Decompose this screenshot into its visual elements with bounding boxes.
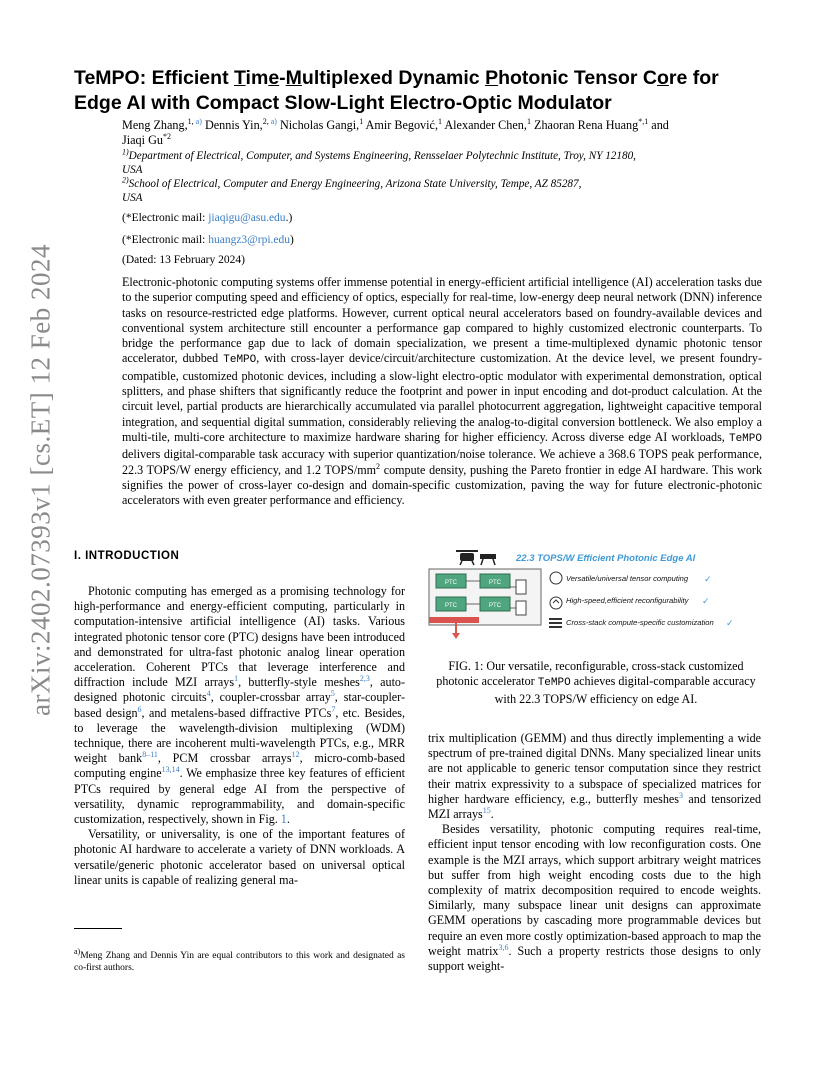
citation-link[interactable]: 3,6	[498, 942, 509, 952]
footnote-link[interactable]: a)	[193, 116, 202, 126]
feature-3: Cross-stack compute-specific customization	[566, 618, 714, 627]
paragraph: Besides versatility, photonic computing requires real-time, efficient input tensor encoding with low reconfiguration costs. One example is the MZI arrays, which support arbitrary weight matrices but suffer from high weight encoding costs due to the high complexity of matrix decomposition required to encode weights. Similarly, many subspace linear unit designs can approximate GEMM operations by cascading more programmable devices but require an even more costly optimization-based approach to map the weight matrix$^{3,6}$. Such a property restricts those designs to only support weight-	[428, 822, 761, 974]
citation-link[interactable]: 5	[330, 689, 335, 699]
figure-caption: FIG. 1: Our versatile, reconfigurable, cross-stack customized photonic accelerator TeMPO achieves digital-comparable accuracy with 22.3 TOPS/W efficiency on edge AI.	[436, 659, 756, 706]
email-line-1: (*Electronic mail: jiaqigu@asu.edu.)	[122, 212, 293, 224]
citation-link[interactable]: 7	[331, 704, 336, 714]
input-bus	[429, 617, 479, 623]
section-heading: I. INTRODUCTION	[74, 550, 180, 562]
title-line-2: Edge AI with Compact Slow-Light Electro-Optic Modulator	[74, 92, 612, 114]
citation-link[interactable]: 4	[206, 689, 211, 699]
ptc-label: PTC	[489, 603, 501, 609]
paragraph: Photonic computing has emerged as a promising technology for high-performance and energy-efficient computing, particularly in computation-intensive artificial intelligence (AI) tasks. Various integrated photonic tensor core (PTC) designs have been introduced and demonstrated for ultra-fast photonic analog linear operation acceleration. Coherent PTCs that leverage interference and diffraction include MZI arrays$^1$, butterfly-style meshes$^{2,3}$, auto-designed photonic circuits$^4$, coupler-crossbar array$^5$, star-coupler-based design$^6$, and metalens-based diffractive PTCs$^7$, etc. Besides, to leverage the wavelength-division multiplexing (WDM) technique, there are incoherent multi-wavelength PTCs, e.g., MRR weight bank$^{8-11}$, PCM crossbar arrays$^{12}$, micro-comb-based computing engine$^{13,14}$. We emphasize three key features of efficient PTCs required by general edge AI from the perspective of versatility, dynamic reprogrammability, and domain-specific customization, respectively, shown in Fig. 1.	[74, 584, 406, 827]
figure-1-diagram	[428, 545, 761, 647]
versatile-icon	[550, 572, 562, 584]
arxiv-identifier: arXiv:2402.07393v1 [cs.ET] 12 Feb 2024	[25, 244, 56, 716]
figure-link[interactable]: 1	[280, 812, 287, 827]
citation-link[interactable]: 12	[291, 750, 300, 760]
ptc-label: PTC	[489, 580, 501, 586]
email-line-2: (*Electronic mail: huangz3@rpi.edu)	[122, 234, 294, 246]
robot-icon	[480, 554, 496, 565]
figure-header: 22.3 TOPS/W Efficient Photonic Edge AI	[516, 553, 696, 564]
paragraph: Versatility, or universality, is one of the important features of photonic AI hardware to accelerate a variety of DNN workloads. A versatile/generic photonic accelerator based on universal optical linear units is capable of realizing general ma-	[74, 827, 405, 887]
abstract: Electronic-photonic computing systems offer immense potential in energy-efficient artificial intelligence (AI) acceleration tasks due to the superior computing speed and efficiency of optics, especially for real-time, low-energy deep neural network (DNN) inference tasks on resource-restricted edge platforms. However, current optical neural accelerators based on foundry-available devices and conventional system architecture still encounter a performance gap compared to highly customized electronic counterparts. To bridge the performance gap due to lack of domain specialization, we present a time-multiplexed dynamic photonic tensor accelerator, dubbed TeMPO, with cross-layer device/circuit/architecture customization. At the device level, we present foundry-compatible, customized photonic devices, including a slow-light electro-optic modulator with experimental demonstration, optical splitters, and phase shifters that significantly reduce the footprint and power in input encoding and dot-product calculation. At the circuit level, partial products are hierarchically accumulated via parallel photocurrent aggregation, lightweight capacitive temporal integration, and sequential digital summation, considerably relieving the analog-to-digital conversion bottleneck. We also employ a multi-tile, multi-core architecture to maximize hardware sharing for higher efficiency. Across diverse edge AI workloads, TeMPO delivers digital-comparable task accuracy with superior quantization/noise tolerance. We achieve a 368.6 TOPS peak performance, 22.3 TOPS/W energy efficiency, and 1.2 TOPS/$mm^2$ compute density, pushing the Pareto frontier in edge AI hardware. This work signifies the power of cross-layer co-design and domain-specific customization, paving the way for future electronic-photonic accelerators with even greater performance and efficiency.	[122, 275, 762, 508]
check-icon: ✓	[702, 597, 710, 607]
adc-block	[516, 601, 526, 615]
citation-link[interactable]: 8–11	[142, 750, 158, 760]
footnote-link[interactable]: a)	[268, 116, 277, 126]
feature-1: Versatile/universal tensor computing	[566, 574, 689, 583]
arxiv-sidebar	[16, 244, 66, 716]
figure-1	[428, 545, 761, 647]
citation-link[interactable]: 1	[234, 674, 239, 684]
email-link[interactable]: jiaqigu@asu.edu	[208, 212, 286, 224]
reconfig-icon	[550, 597, 562, 609]
dated-line: (Dated: 13 February 2024)	[122, 254, 245, 266]
drone-icon	[456, 550, 478, 565]
stack-icon	[549, 618, 562, 628]
arrow-down-icon	[452, 633, 460, 639]
check-icon: ✓	[726, 619, 734, 629]
paragraph: trix multiplication (GEMM) and thus directly implementing a wide spectrum of pre-trained digital DNNs. Many specialized linear units are not applicable to generic tensor computation since they restrict their matrix expressivity to a subspace of specialized matrices for higher hardware efficiency, e.g., butterfly meshes$^3$ and tensorized MZI arrays$^{15}$.	[428, 731, 761, 822]
title-line-1: TeMPO: Efficient Time-Multiplexed Dynamic Photonic Tensor Core for	[74, 67, 719, 89]
feature-2: High-speed,efficient reconfigurability	[566, 596, 689, 605]
affiliation-1: $^{1)}$Department of Electrical, Computer, and Systems Engineering, Rensselaer Polytechnic Institute, Troy, NY 12180, USA	[122, 147, 636, 176]
footnote: $^{a)}$Meng Zhang and Dennis Yin are equal contributors to this work and designated as co-first authors.	[74, 946, 405, 973]
citation-link[interactable]: 6	[137, 704, 142, 714]
citation-link[interactable]: 15	[482, 805, 491, 815]
adc-block	[516, 580, 526, 594]
ptc-label: PTC	[445, 603, 457, 609]
check-icon: ✓	[704, 575, 712, 585]
footnote-rule	[74, 928, 122, 929]
paper-title	[74, 66, 774, 116]
right-column	[428, 731, 761, 974]
citation-link[interactable]: 2,3	[359, 674, 370, 684]
affiliation-2: $^{2)}$School of Electrical, Computer and Energy Engineering, Arizona State University, Tempe, AZ 85287, USA	[122, 175, 582, 204]
email-link[interactable]: huangz3@rpi.edu	[208, 234, 291, 246]
citation-link[interactable]: 13,14	[161, 765, 180, 775]
author-list: Meng Zhang,$^{1, a)}$ Dennis Yin,$^{2, a)}$ Nicholas Gangi,$^1$ Amir Begović,$^1$ Alexander Chen,$^1$ Zhaoran Rena Huang$^{*,1}$ and Jiaqi Gu$^{*2}$	[122, 116, 669, 147]
left-column	[74, 584, 405, 888]
ptc-label: PTC	[445, 580, 457, 586]
citation-link[interactable]: 3	[679, 790, 684, 800]
